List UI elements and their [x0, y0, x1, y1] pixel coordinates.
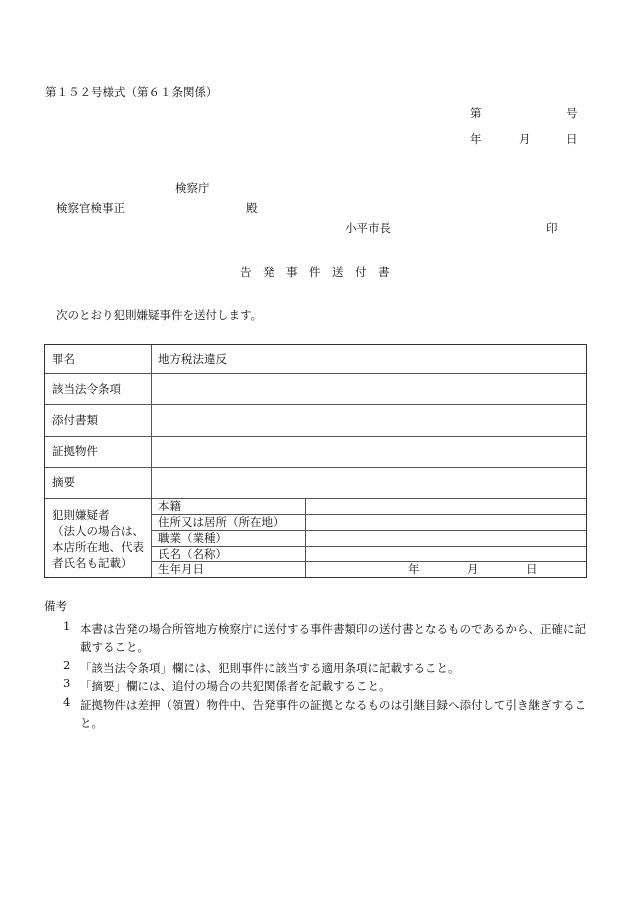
addressee-honorific: 殿: [246, 201, 258, 215]
date-year: 年: [470, 132, 482, 146]
form-number: 第１５２号様式（第６１条関係）: [45, 85, 218, 99]
intro-text: 次のとおり犯則嫌疑事件を送付します。: [56, 308, 263, 322]
remark-number: 1: [63, 619, 71, 633]
table-column-divider: [151, 345, 152, 577]
row-label-evidence: 証拠物件: [52, 444, 98, 458]
doc-number-prefix: 第: [470, 106, 482, 120]
suspect-field-birthdate: 生年月日: [158, 562, 204, 576]
case-table: [44, 344, 587, 578]
birthdate-day: 日: [526, 562, 538, 576]
addressee-office: 検察庁: [175, 181, 210, 195]
remark-number: 4: [63, 695, 71, 709]
document-title: 告 発 事 件 送 付 書: [240, 265, 390, 279]
remark-text: 「摘要」欄には、追付の場合の共犯関係者を記載すること。: [80, 679, 391, 693]
suspect-label-line: 本店所在地、代表: [52, 540, 144, 554]
table-row-divider: [45, 467, 586, 468]
suspect-field-occupation: 職業（業種）: [158, 531, 227, 545]
table-row-divider: [45, 404, 586, 405]
row-label-summary: 摘要: [52, 475, 75, 489]
remark-number: 3: [63, 676, 71, 690]
birthdate-year: 年: [408, 562, 420, 576]
doc-number-suffix: 号: [566, 106, 578, 120]
table-row-divider: [45, 373, 586, 374]
suspect-field-domicile: 本籍: [158, 499, 181, 513]
suspect-label-line: （法人の場合は、: [52, 524, 144, 538]
suspect-field-address: 住所又は居所（所在地）: [158, 515, 285, 529]
suspect-label-line: 犯則嫌疑者: [52, 508, 110, 522]
remark-text: 本書は告発の場合所管地方検察庁に送付する事件書類印の送付書となるものであるから、正確に記載すること。: [80, 622, 586, 654]
date-month: 月: [519, 132, 531, 146]
birthdate-month: 月: [467, 562, 479, 576]
row-label-charge: 罪名: [52, 352, 75, 366]
remark-text: 「該当法令条項」欄には、犯則事件に該当する適用条項に記載すること。: [80, 661, 460, 675]
suspect-label-line: 者氏名も記載）: [52, 556, 133, 570]
addressee-title: 検察官検事正: [56, 201, 125, 215]
row-label-statute: 該当法令条項: [52, 382, 121, 396]
remark-text: 証拠物件は差押（領置）物件中、告発事件の証拠となるものは引継目録へ添付して引き継ぎすること。: [80, 698, 586, 730]
suspect-column-divider: [305, 498, 306, 577]
sender-name: 小平市長: [345, 221, 391, 235]
table-row-divider: [45, 498, 586, 499]
remark-number: 2: [63, 658, 71, 672]
row-label-attachments: 添付書類: [52, 413, 98, 427]
row-value-charge: 地方税法違反: [158, 352, 227, 366]
suspect-field-name: 氏名（名称）: [158, 547, 227, 561]
sender-seal: 印: [546, 221, 558, 235]
table-row-divider: [45, 436, 586, 437]
remarks-heading: 備考: [44, 599, 67, 613]
date-day: 日: [566, 132, 578, 146]
